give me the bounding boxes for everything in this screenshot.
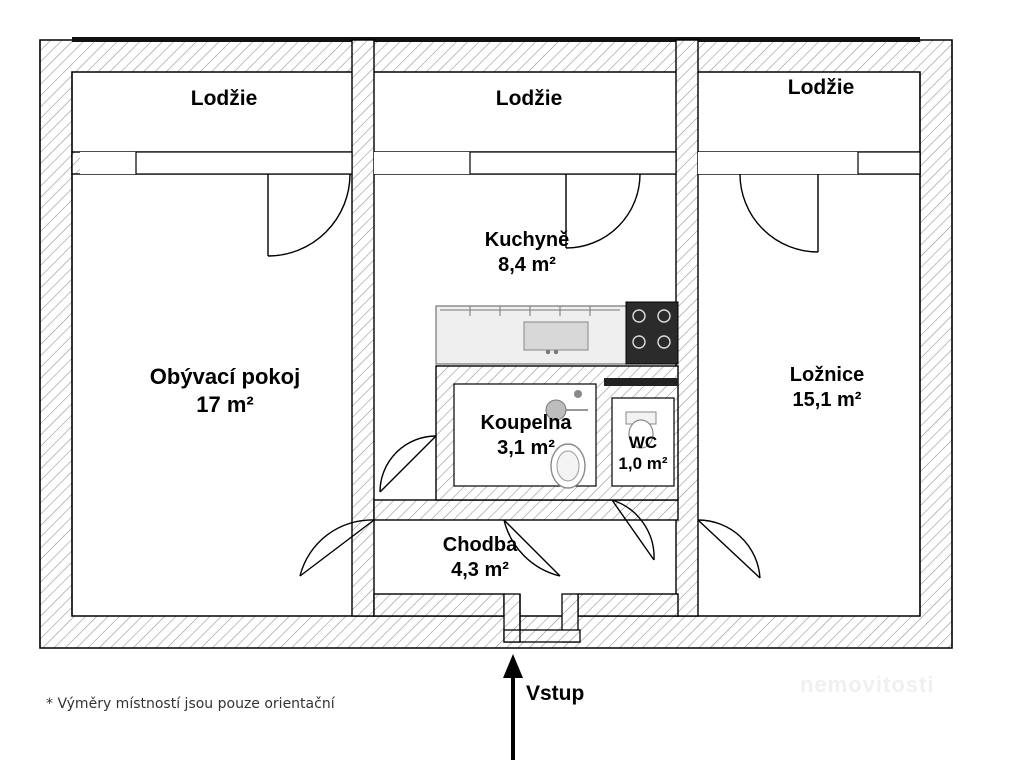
room-name: Chodba bbox=[442, 534, 518, 556]
kitchen-furniture bbox=[436, 302, 678, 364]
room-name: Lodžie bbox=[495, 87, 563, 110]
room-name: Obývací pokoj bbox=[149, 364, 301, 389]
footnote: * Výměry místností jsou pouze orientační bbox=[46, 696, 335, 712]
room-name: Lodžie bbox=[190, 87, 258, 110]
room-name: Ložnice bbox=[789, 364, 865, 386]
room-name: WC bbox=[628, 433, 658, 452]
entry-arrow bbox=[503, 654, 523, 760]
room-area: 4,3 m² bbox=[451, 559, 509, 581]
watermark: nemovitosti bbox=[800, 672, 935, 697]
room-area: 17 m² bbox=[196, 391, 254, 417]
room-name: Kuchyně bbox=[484, 229, 570, 251]
room-area: 8,4 m² bbox=[498, 254, 556, 276]
room-area: 3,1 m² bbox=[497, 437, 555, 459]
loggia-openings bbox=[80, 152, 920, 174]
room-area: 1,0 m² bbox=[618, 454, 668, 474]
room-name: Lodžie bbox=[787, 76, 855, 99]
room-name: Koupelna bbox=[480, 412, 572, 434]
entry-label: Vstup bbox=[526, 682, 585, 705]
room-area: 15,1 m² bbox=[792, 389, 862, 411]
